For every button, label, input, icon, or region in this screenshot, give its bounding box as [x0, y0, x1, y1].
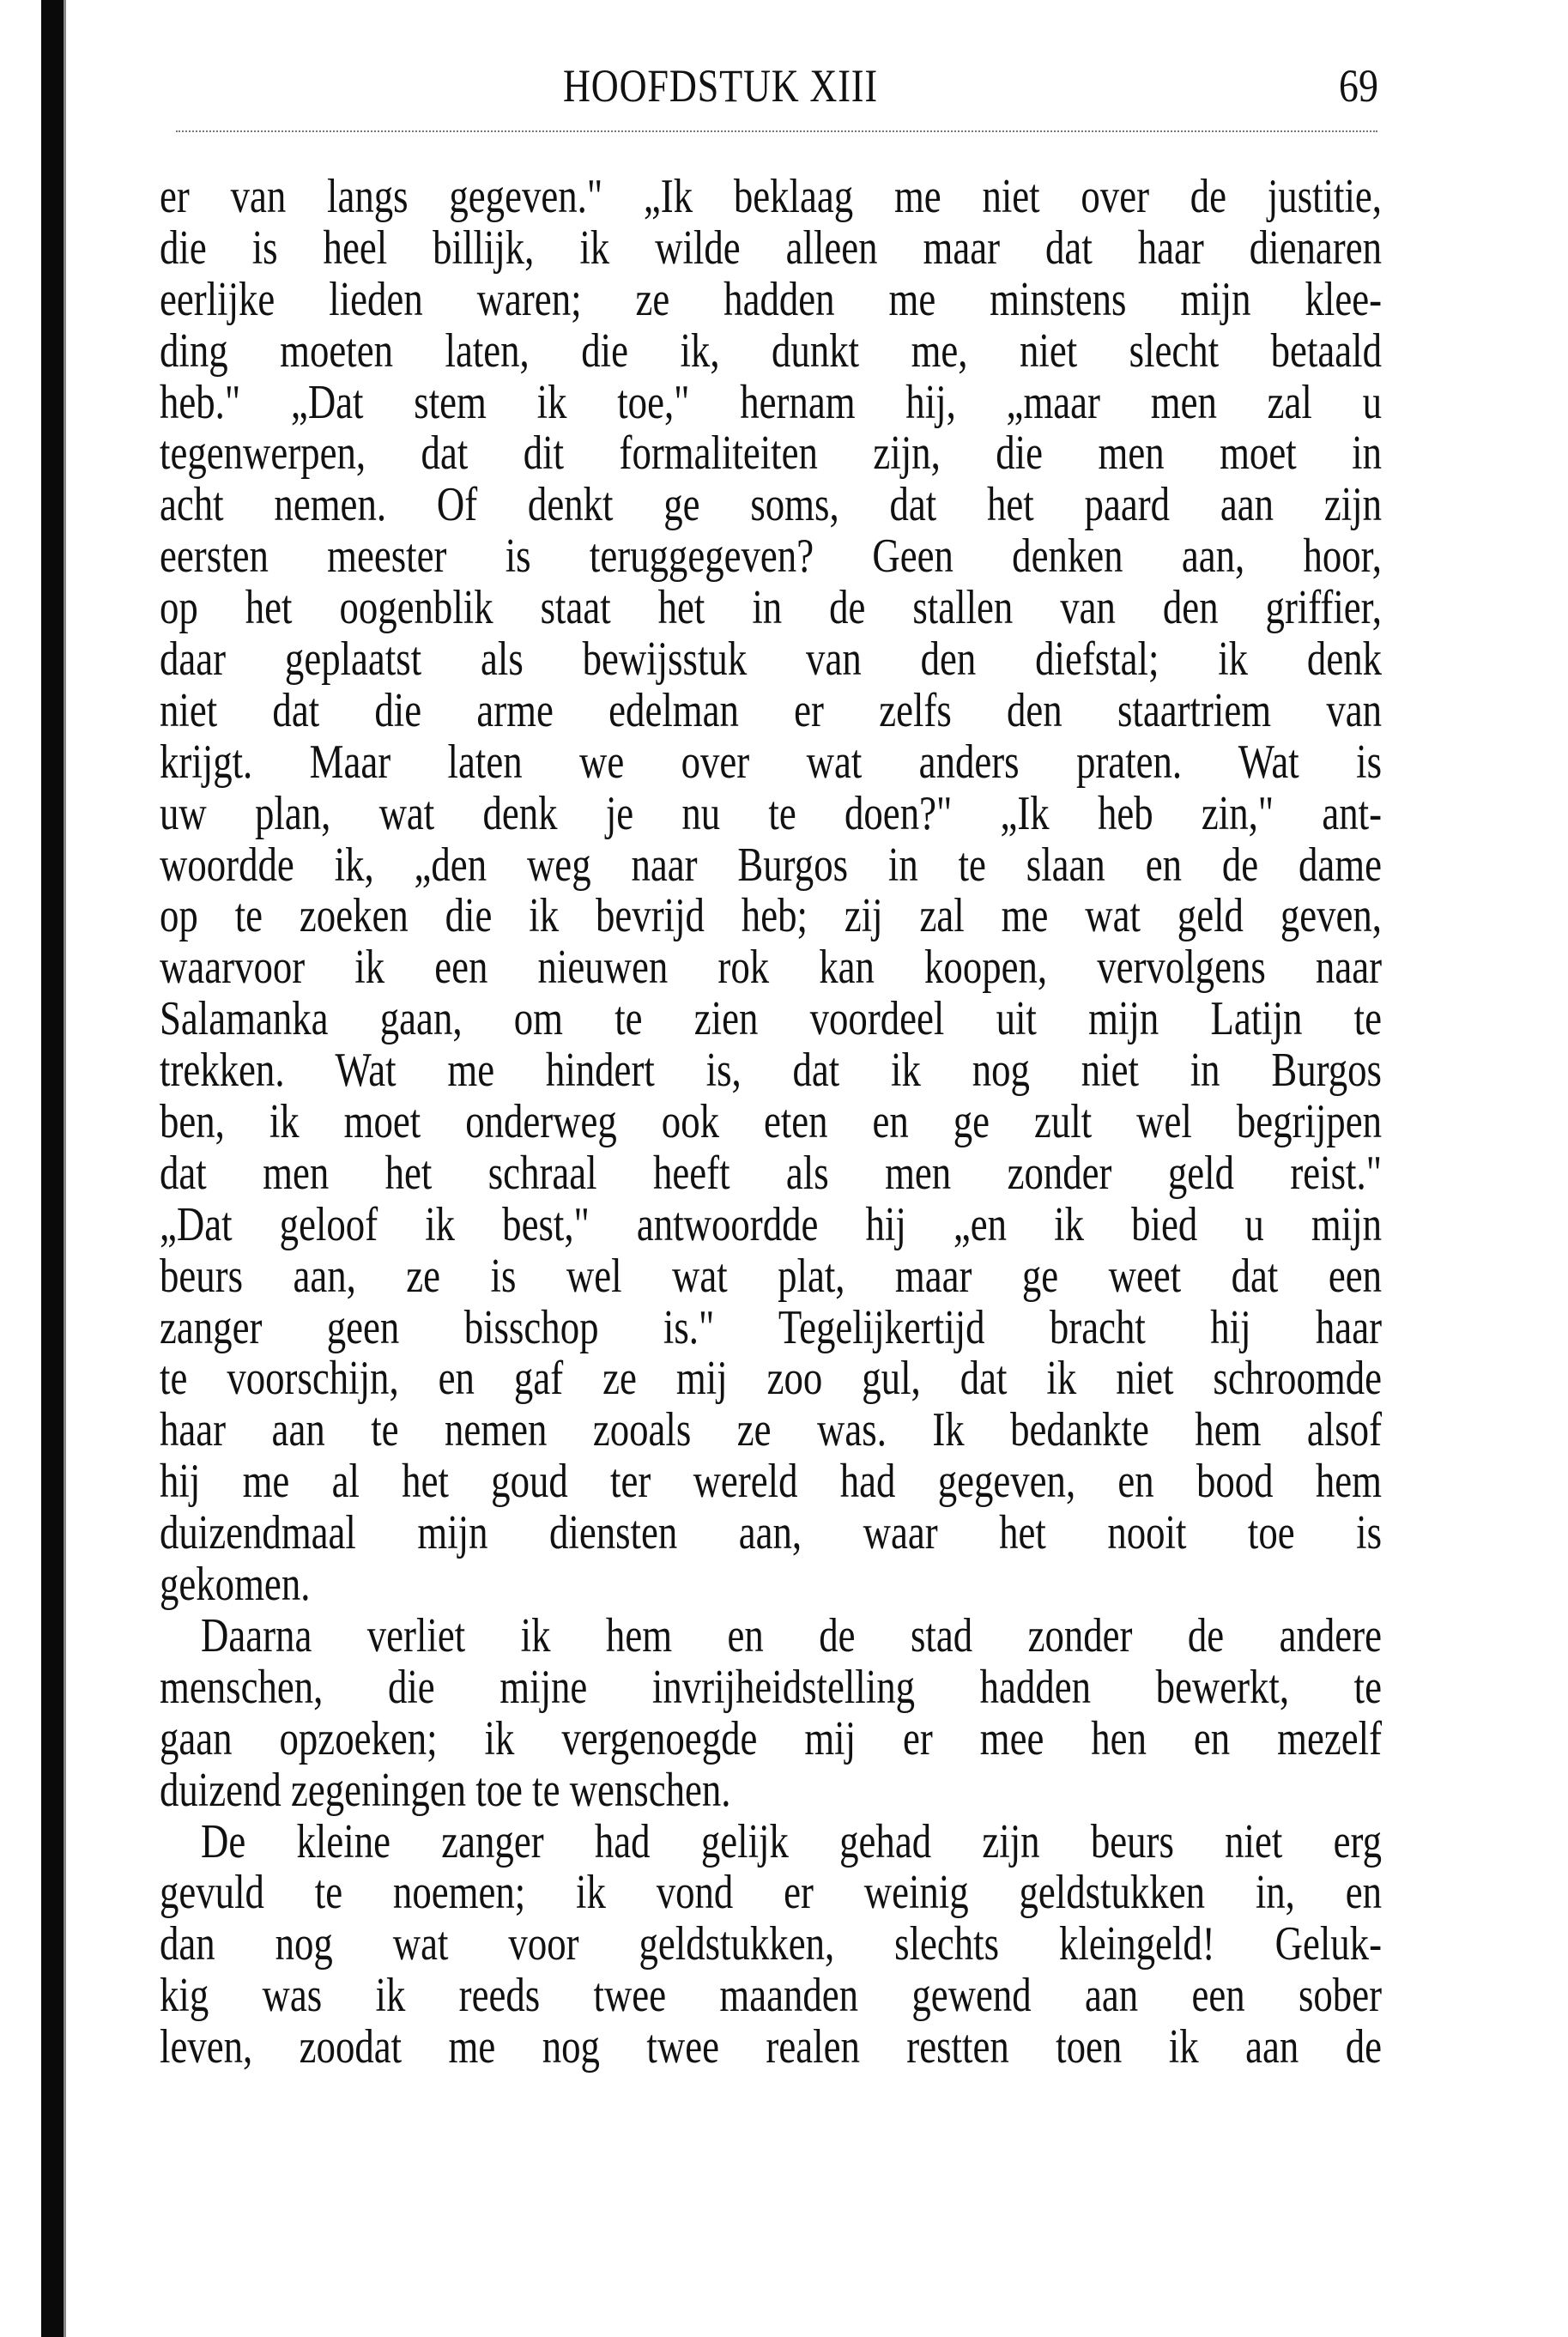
text-line: Salamanka gaan, om te zien voordeel uit mijn Latijn te: [160, 992, 1382, 1046]
page-number: 69: [1339, 60, 1378, 112]
text-line: gevuld te noemen; ik vond er weinig geldstukken in, en: [160, 1866, 1382, 1920]
page-header: [0, 60, 1568, 112]
text-line: eerlijke lieden waren; ze hadden me minstens mijn klee-: [160, 272, 1382, 326]
running-title: HOOFDSTUK XIII: [563, 60, 878, 112]
text-line: duizendmaal mijn diensten aan, waar het nooit toe is: [160, 1506, 1382, 1560]
text-line: tegenwerpen, dat dit formaliteiten zijn, die men moet in: [160, 427, 1382, 481]
text-line: heb." „Dat stem ik toe," hernam hij, „maar men zal u: [160, 375, 1382, 429]
text-line: gaan opzoeken; ik vergenoegde mij er mee hen en mezelf: [160, 1711, 1382, 1765]
text-line: woordde ik, „den weg naar Burgos in te slaan en de dame: [160, 838, 1382, 892]
text-line: menschen, die mijne invrijheidstelling hadden bewerkt, te: [160, 1660, 1382, 1714]
text-line: te voorschijn, en gaf ze mij zoo gul, dat ik niet schroomde: [160, 1352, 1382, 1406]
text-line: die is heel billijk, ik wilde alleen maar dat haar dienaren: [160, 221, 1382, 275]
text-line: krijgt. Maar laten we over wat anders praten. Wat is: [160, 735, 1382, 789]
text-line: haar aan te nemen zooals ze was. Ik bedankte hem alsof: [160, 1403, 1382, 1457]
text-line: niet dat die arme edelman er zelfs den staartriem van: [160, 683, 1382, 737]
text-line: eersten meester is teruggegeven? Geen denken aan, hoor,: [160, 530, 1382, 584]
text-line: kig was ik reeds twee maanden gewend aan een sober: [160, 1969, 1382, 2023]
text-line: De kleine zanger had gelijk gehad zijn beurs niet erg: [201, 1814, 1382, 1868]
text-line: duizend zegeningen toe te wenschen.: [160, 1763, 731, 1817]
text-line: dan nog wat voor geldstukken, slechts kleingeld! Geluk-: [160, 1917, 1382, 1971]
text-line: acht nemen. Of denkt ge soms, dat het paard aan zijn: [160, 478, 1382, 532]
text-line: waarvoor ik een nieuwen rok kan koopen, vervolgens naar: [160, 941, 1382, 995]
text-line: er van langs gegeven." „Ik beklaag me niet over de justitie,: [160, 170, 1382, 223]
text-line: uw plan, wat denk je nu te doen?" „Ik heb zin," ant-: [160, 786, 1382, 840]
scan-binding-shadow: [64, 0, 66, 2337]
text-line: beurs aan, ze is wel wat plat, maar ge weet dat een: [160, 1249, 1382, 1303]
text-line: gekomen.: [160, 1558, 311, 1612]
text-line: zanger geen bisschop is." Tegelijkertijd bracht hij haar: [160, 1300, 1382, 1354]
text-line: ben, ik moet onderweg ook eten en ge zult wel begrijpen: [160, 1095, 1382, 1149]
text-line: leven, zoodat me nog twee realen restten toen ik aan de: [160, 2020, 1382, 2074]
text-line: trekken. Wat me hindert is, dat ik nog niet in Burgos: [160, 1044, 1382, 1098]
text-line: „Dat geloof ik best," antwoordde hij „en ik bied u mijn: [160, 1197, 1382, 1251]
header-dotted-rule: [176, 130, 1377, 132]
text-line: Daarna verliet ik hem en de stad zonder de andere: [201, 1608, 1382, 1662]
text-line: op te zoeken die ik bevrijd heb; zij zal me wat geld geven,: [160, 889, 1382, 943]
text-line: ding moeten laten, die ik, dunkt me, niet slecht betaald: [160, 324, 1382, 378]
text-line: daar geplaatst als bewijsstuk van den diefstal; ik denk: [160, 633, 1382, 687]
body-text: [160, 172, 1382, 2074]
text-line: hij me al het goud ter wereld had gegeven, en bood hem: [160, 1455, 1382, 1509]
text-line: op het oogenblik staat het in de stallen van den griffier,: [160, 581, 1382, 635]
scan-binding-edge: [41, 0, 64, 2337]
text-line: dat men het schraal heeft als men zonder geld reist.": [160, 1146, 1382, 1200]
